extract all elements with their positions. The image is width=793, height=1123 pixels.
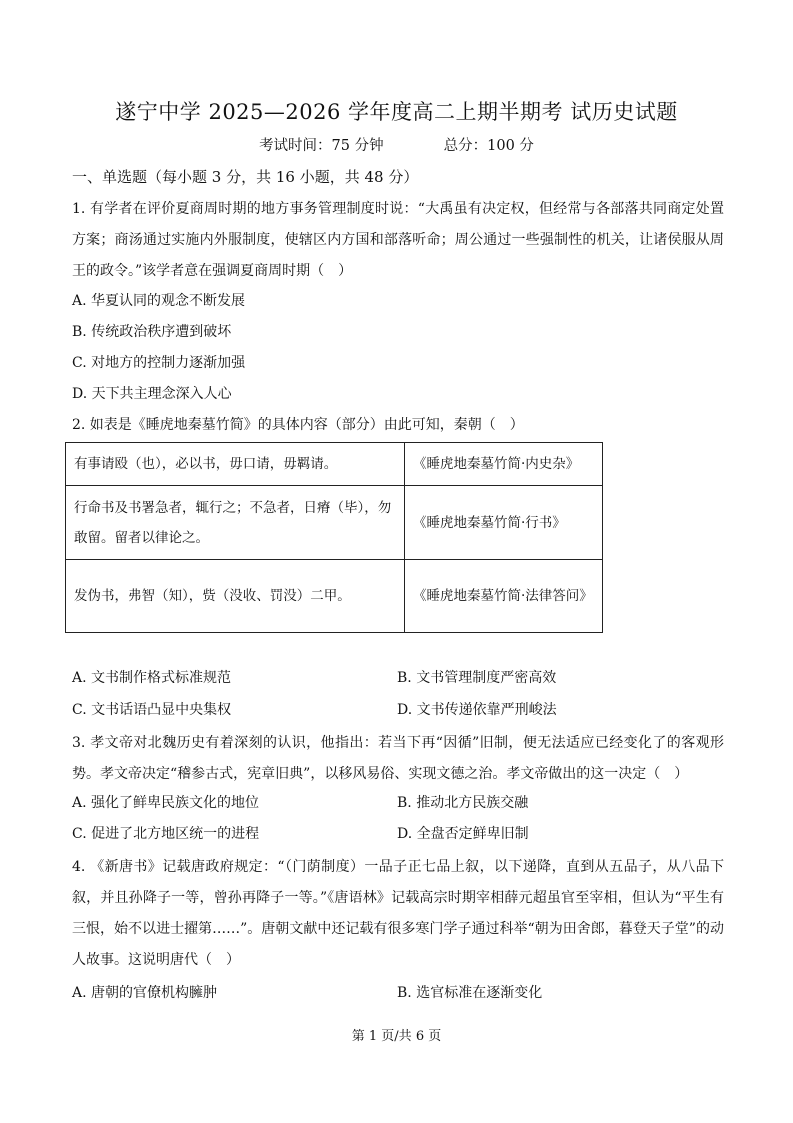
question-1-option-b: B. 传统政治秩序遭到破坏 [72, 324, 232, 340]
exam-time: 考试时间：75 分钟 [259, 138, 384, 154]
question-2-option-a: A. 文书制作格式标准规范 [72, 670, 232, 686]
table-row [66, 486, 603, 560]
page-footer: 第 1 页/共 6 页 [351, 1029, 442, 1044]
question-3-option-c: C. 促进了北方地区统一的进程 [72, 826, 260, 842]
table-cell-source: 《睡虎地秦墓竹简·行书》 [405, 486, 603, 560]
question-3-option-a: A. 强化了鲜卑民族文化的地位 [72, 795, 260, 811]
table-cell-content: 有事请殴（也），必以书，毋口请，毋羁请。 [66, 443, 405, 486]
table-row [66, 560, 603, 633]
table-cell-source: 《睡虎地秦墓竹简·法律答问》 [405, 560, 603, 633]
question-3-option-d: D. 全盘否定鲜卑旧制 [397, 826, 529, 842]
section-heading: 一、单选题（每小题 3 分，共 16 小题，共 48 分） [72, 168, 419, 186]
question-2-stem: 2. 如表是《睡虎地秦墓竹简》的具体内容（部分）由此可知，秦朝（ ） [72, 417, 524, 433]
question-2-table [65, 442, 603, 633]
question-1-option-a: A. 华夏认同的观念不断发展 [72, 293, 246, 309]
question-2-option-c: C. 文书话语凸显中央集权 [72, 702, 232, 718]
question-1-option-d: D. 天下共主理念深入人心 [72, 386, 232, 402]
table-cell-content: 发伪书，弗智（知），赀（没收、罚没）二甲。 [66, 560, 405, 633]
exam-score: 总分：100 分 [443, 138, 534, 154]
question-4-option-a: A. 唐朝的官僚机构臃肿 [72, 985, 218, 1001]
question-1-option-c: C. 对地方的控制力逐渐加强 [72, 355, 246, 371]
question-3-stem: 3. 孝文帝对北魏历史有着深刻的认识，他指出：若当下再“因循”旧制，便无法适应已经变化了的客观形势。孝文帝决定“稽参古式，宪章旧典”，以移风易俗、实现文德之治。孝文帝做出的这一决定（ ） [72, 735, 724, 782]
table-cell-content: 行命书及书署急者，辄行之；不急者，日瘠（毕），勿敢留。留者以律论之。 [66, 486, 405, 560]
question-2-option-b: B. 文书管理制度严密高效 [397, 670, 557, 686]
table-row [66, 443, 603, 486]
exam-title: 遂宁中学 2025—2026 学年度高二上期半期考 试历史试题 [115, 100, 678, 124]
question-2-option-d: D. 文书传递依靠严刑峻法 [397, 702, 557, 718]
question-3-option-b: B. 推动北方民族交融 [397, 795, 529, 811]
table-cell-source: 《睡虎地秦墓竹简·内史杂》 [405, 443, 603, 486]
question-1-stem: 1. 有学者在评价夏商周时期的地方事务管理制度时说：“大禹虽有决定权，但经常与各部落共同商定处置方案；商汤通过实施内外服制度，使辖区内方国和部落听命；周公通过一些强制性的机关，让诸侯服从周王的政令。”该学者意在强调夏商周时期（ ） [72, 201, 724, 279]
question-4-option-b: B. 选官标准在逐渐变化 [397, 985, 543, 1001]
question-4-stem: 4. 《新唐书》记载唐政府规定：“（门荫制度）一品子正七品上叙，以下递降，直到从五品子，从八品下叙，并且孙降子一等，曾孙再降子一等。”《唐语林》记载高宗时期宰相薛元超虽官至宰相，但认为“平生有三恨，始不以进士擢第……”。唐朝文献中还记载有很多寒门学子通过科举“朝为田舍郎，暮登天子堂”的动人故事。这说明唐代（ ） [72, 859, 724, 968]
exam-info [0, 134, 793, 155]
